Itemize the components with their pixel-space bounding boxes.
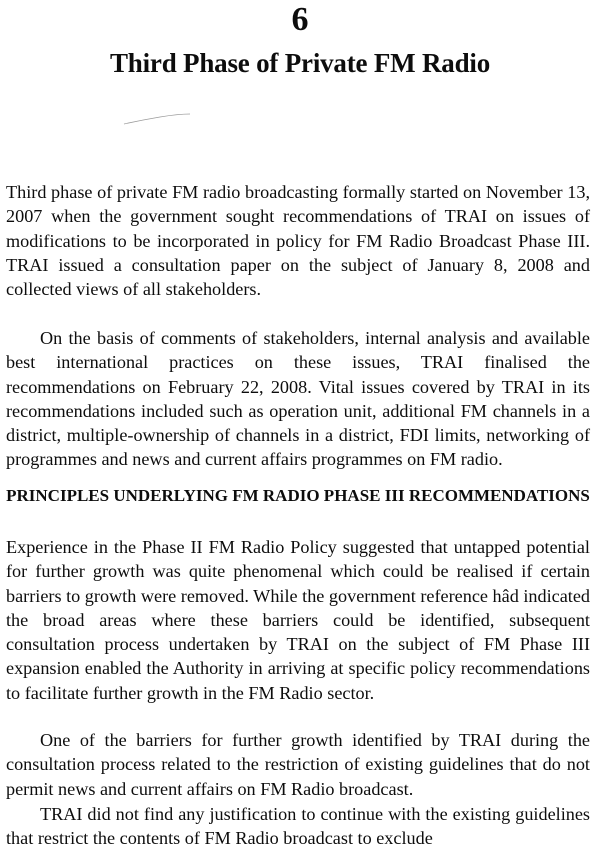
paragraph-experience: Experience in the Phase II FM Radio Policy suggested that untapped potential for further growth was quite phenomenal which could be realised if certain barriers to growth were removed. While the government reference hâd indicated the broad areas where these barriers could be identified, subsequent consultation process undertaken by TRAI on the subject of FM Phase III expansion enabled the Authority in arriving at specific policy recommendations to facilitate further growth in the FM Radio sector. <box>6 537 590 703</box>
chapter-title: Third Phase of Private FM Radio <box>109 48 490 78</box>
section-heading: PRINCIPLES UNDERLYING FM RADIO PHASE III RECOMMENDATIONS <box>6 486 590 505</box>
pencil-mark <box>122 112 192 126</box>
paragraph-barriers: One of the barriers for further growth identified by TRAI during the consultation process related to the restriction of existing guidelines that do not permit news and current affairs on FM Radio broadcast. <box>6 730 590 799</box>
paragraph-intro: Third phase of private FM radio broadcasting formally started on November 13, 2007 when the government sought recommendations of TRAI on issues of modifications to be incorporated in policy for FM Radio Broadcast Phase III. TRAI issued a consultation paper on the subject of January 8, 2008 and collected views of all stakeholders. <box>6 182 590 300</box>
chapter-number: 6 <box>291 1 309 38</box>
paragraph-justification: TRAI did not find any justification to continue with the existing guidelines that restrict the contents of FM Radio broadcast to exclude <box>6 804 590 849</box>
paragraph-recommendations: On the basis of comments of stakeholders, internal analysis and available best international practices on these issues, TRAI finalised the recommendations on February 22, 2008. Vital issues covered by TRAI in its recommendations included such as operation unit, additional FM channels in a district, multiple-ownership of channels in a district, FDI limits, networking of programmes and news and current affairs programmes on FM radio. <box>6 328 590 470</box>
